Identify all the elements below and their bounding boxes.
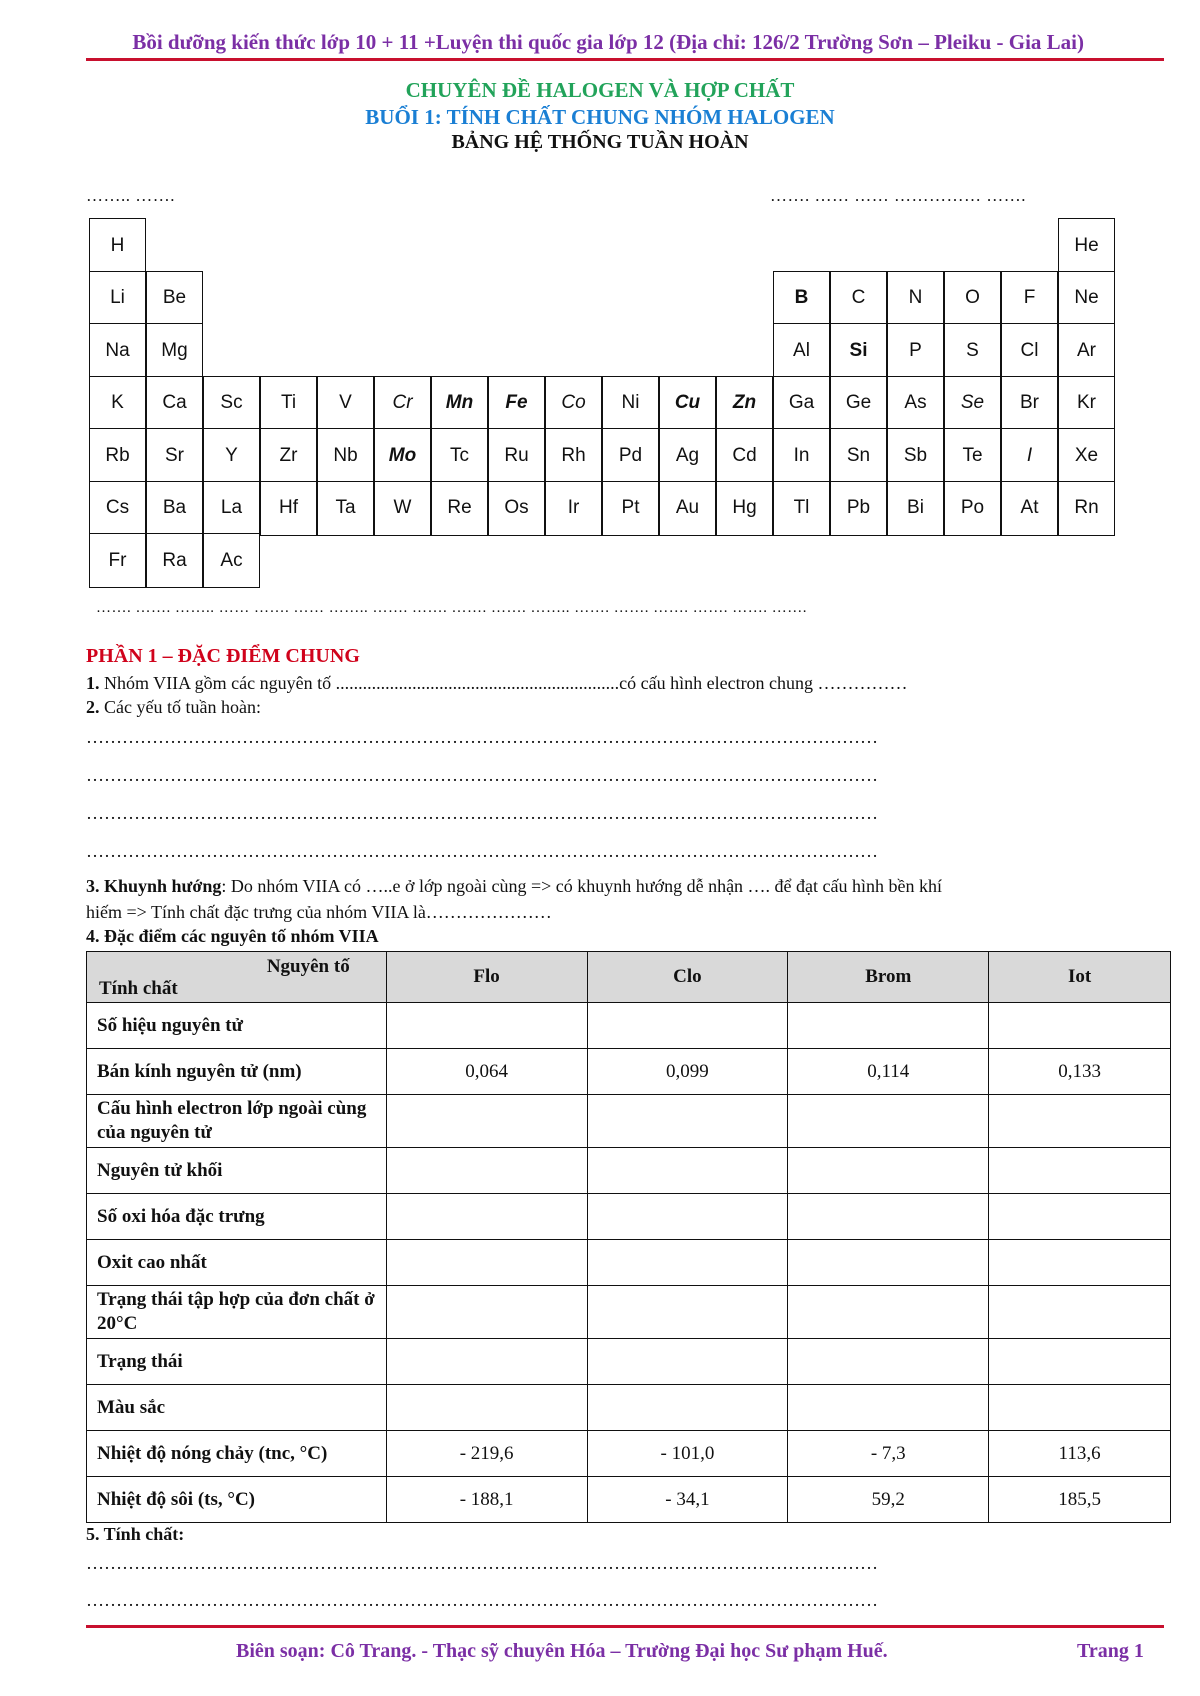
element-cell: Ti: [260, 376, 317, 431]
element-cell: Br: [1001, 376, 1058, 431]
question-2-text: Các yếu tố tuần hoàn:: [99, 697, 261, 717]
property-value: [386, 1003, 587, 1049]
element-cell: Ga: [773, 376, 830, 431]
table-row: [87, 1049, 1171, 1095]
property-value: [587, 1385, 788, 1431]
question-1-number: 1.: [86, 673, 100, 693]
question-1: [86, 673, 908, 694]
element-cell: Zn: [716, 376, 773, 431]
column-header: Iot: [989, 952, 1171, 1003]
element-cell: Co: [545, 376, 602, 431]
property-label: Trạng thái: [87, 1339, 387, 1385]
element-cell: Li: [89, 271, 146, 326]
property-value: 0,114: [788, 1049, 989, 1095]
answer-line: ……………………………………………………………………………………………………………………: [86, 765, 878, 785]
property-value: [386, 1148, 587, 1194]
property-value: - 188,1: [386, 1477, 587, 1523]
element-cell: Po: [944, 481, 1001, 536]
property-value: [989, 1240, 1171, 1286]
element-cell: Pb: [830, 481, 887, 536]
element-cell: Te: [944, 428, 1001, 483]
element-cell: Pt: [602, 481, 659, 536]
property-label: Cấu hình electron lớp ngoài cùng của nguyên tử: [87, 1095, 387, 1148]
element-cell: Sn: [830, 428, 887, 483]
element-cell: Re: [431, 481, 488, 536]
property-value: - 101,0: [587, 1431, 788, 1477]
property-value: [989, 1286, 1171, 1339]
element-cell: Mn: [431, 376, 488, 431]
answer-line: ……………………………………………………………………………………………………………………: [86, 1553, 878, 1573]
header-text: Bồi dưỡng kiến thức lớp 10 + 11 +Luyện thi quốc gia lớp 12 (Địa chỉ: 126/2 Trường Sơn – Pleiku - Gia Lai): [124, 30, 1076, 54]
answer-line: ……………………………………………………………………………………………………………………: [86, 841, 878, 861]
property-value: 0,064: [386, 1049, 587, 1095]
header-corner-cell: [87, 952, 387, 1003]
property-value: [788, 1286, 989, 1339]
element-cell: Ne: [1058, 271, 1115, 326]
property-label: Màu sắc: [87, 1385, 387, 1431]
element-cell: Kr: [1058, 376, 1115, 431]
property-value: [587, 1286, 788, 1339]
property-value: [386, 1339, 587, 1385]
property-value: [989, 1339, 1171, 1385]
table-row: [87, 1286, 1171, 1339]
property-value: - 34,1: [587, 1477, 788, 1523]
halogen-properties-table: [86, 951, 1171, 1523]
element-cell: Na: [89, 323, 146, 378]
question-3-number: 3. Khuynh hướng: [86, 876, 222, 896]
element-cell: La: [203, 481, 260, 536]
question-2-number: 2.: [86, 697, 100, 717]
element-cell: Ag: [659, 428, 716, 483]
element-cell: N: [887, 271, 944, 326]
element-cell: Ba: [146, 481, 203, 536]
element-cell: Xe: [1058, 428, 1115, 483]
element-cell: Se: [944, 376, 1001, 431]
element-cell: S: [944, 323, 1001, 378]
property-value: [989, 1194, 1171, 1240]
table-row: [87, 1194, 1171, 1240]
element-cell: Mg: [146, 323, 203, 378]
property-label: Số hiệu nguyên tử: [87, 1003, 387, 1049]
property-label: Nhiệt độ nóng chảy (tnc, °C): [87, 1431, 387, 1477]
periodic-table-title: BẢNG HỆ THỐNG TUẦN HOÀN: [451, 131, 749, 153]
periodic-table: [0, 0, 1200, 600]
answer-line: ……………………………………………………………………………………………………………………: [86, 803, 878, 823]
answer-line: ……………………………………………………………………………………………………………………: [86, 1590, 878, 1610]
column-header: Flo: [386, 952, 587, 1003]
element-cell: Ta: [317, 481, 374, 536]
property-value: [788, 1003, 989, 1049]
element-cell: Y: [203, 428, 260, 483]
element-cell: Ca: [146, 376, 203, 431]
element-cell: Bi: [887, 481, 944, 536]
element-cell: As: [887, 376, 944, 431]
property-label: Nhiệt độ sôi (ts, °C): [87, 1477, 387, 1523]
element-cell: Sc: [203, 376, 260, 431]
element-cell: At: [1001, 481, 1058, 536]
property-value: [386, 1240, 587, 1286]
property-value: [989, 1385, 1171, 1431]
element-cell: Ar: [1058, 323, 1115, 378]
element-cell: Cl: [1001, 323, 1058, 378]
element-cell: I: [1001, 428, 1058, 483]
element-cell: Mo: [374, 428, 431, 483]
property-value: 0,133: [989, 1049, 1171, 1095]
element-cell: Si: [830, 323, 887, 378]
element-cell: C: [830, 271, 887, 326]
table-row: [87, 1148, 1171, 1194]
element-cell: V: [317, 376, 374, 431]
element-cell: O: [944, 271, 1001, 326]
element-cell: Cs: [89, 481, 146, 536]
property-label: Trạng thái tập hợp của đơn chất ở 20°C: [87, 1286, 387, 1339]
element-cell: Hg: [716, 481, 773, 536]
element-cell: Rh: [545, 428, 602, 483]
element-cell: Au: [659, 481, 716, 536]
question-2: [86, 697, 261, 718]
property-value: [587, 1095, 788, 1148]
property-value: [386, 1385, 587, 1431]
property-value: [989, 1003, 1171, 1049]
element-cell: Nb: [317, 428, 374, 483]
property-value: [788, 1194, 989, 1240]
element-cell: K: [89, 376, 146, 431]
question-4-title: 4. Đặc điểm các nguyên tố nhóm VIIA: [86, 926, 379, 946]
corner-label-element: Nguyên tố: [266, 956, 350, 977]
property-value: [386, 1286, 587, 1339]
property-label: Bán kính nguyên tử (nm): [87, 1049, 387, 1095]
element-cell: B: [773, 271, 830, 326]
table-row: [87, 1003, 1171, 1049]
question-3: [86, 876, 942, 897]
property-value: [386, 1095, 587, 1148]
element-cell: P: [887, 323, 944, 378]
element-cell: Ni: [602, 376, 659, 431]
column-header: Brom: [788, 952, 989, 1003]
property-value: [788, 1385, 989, 1431]
question-3-continued: hiếm => Tính chất đặc trưng của nhóm VIIA là…………………: [86, 902, 552, 922]
table-row: [87, 1477, 1171, 1523]
table-row: [87, 1095, 1171, 1148]
element-cell: Be: [146, 271, 203, 326]
element-cell: Hf: [260, 481, 317, 536]
question-1-text: Nhóm VIIA gồm các nguyên tố ...............................................................có cấu hình electron chung ……………: [99, 673, 908, 693]
property-value: 0,099: [587, 1049, 788, 1095]
element-cell: Ir: [545, 481, 602, 536]
element-cell: Cr: [374, 376, 431, 431]
footer-rule: [86, 1625, 1164, 1628]
element-cell: Sb: [887, 428, 944, 483]
element-cell: W: [374, 481, 431, 536]
property-value: - 7,3: [788, 1431, 989, 1477]
element-cell: Ru: [488, 428, 545, 483]
column-header: Clo: [587, 952, 788, 1003]
table-header-row: [87, 952, 1171, 1003]
property-value: [788, 1240, 989, 1286]
property-value: 59,2: [788, 1477, 989, 1523]
footer-author: Biên soạn: Cô Trang. - Thạc sỹ chuyên Hóa – Trường Đại học Sư phạm Huế.: [236, 1640, 888, 1662]
property-value: - 219,6: [386, 1431, 587, 1477]
answer-line: ……………………………………………………………………………………………………………………: [86, 727, 878, 747]
page-number: Trang 1: [1077, 1640, 1144, 1662]
element-cell: Os: [488, 481, 545, 536]
session-title: BUỔI 1: TÍNH CHẤT CHUNG NHÓM HALOGEN: [365, 105, 835, 129]
property-value: 113,6: [989, 1431, 1171, 1477]
corner-label-property: Tính chất: [99, 978, 178, 999]
property-value: [788, 1095, 989, 1148]
group-labels-right: ……. …… …… …………… …….: [770, 186, 1026, 205]
question-5-title: 5. Tính chất:: [86, 1524, 185, 1544]
element-cell: He: [1058, 218, 1115, 273]
table-row: [87, 1385, 1171, 1431]
element-cell: Sr: [146, 428, 203, 483]
element-cell: Tc: [431, 428, 488, 483]
element-cell: Rb: [89, 428, 146, 483]
element-cell: Ra: [146, 533, 203, 588]
element-cell: Ac: [203, 533, 260, 588]
property-label: Oxit cao nhất: [87, 1240, 387, 1286]
element-cell: Pd: [602, 428, 659, 483]
element-cell: Tl: [773, 481, 830, 536]
element-cell: H: [89, 218, 146, 273]
property-value: [788, 1339, 989, 1385]
property-label: Số oxi hóa đặc trưng: [87, 1194, 387, 1240]
question-3-text: : Do nhóm VIIA có …..e ở lớp ngoài cùng => có khuynh hướng dễ nhận …. để đạt cấu hình bền khí: [221, 876, 943, 896]
property-value: [989, 1148, 1171, 1194]
element-cell: Cd: [716, 428, 773, 483]
property-label: Nguyên tử khối: [87, 1148, 387, 1194]
element-cell: Fr: [89, 533, 146, 588]
table-row: [87, 1240, 1171, 1286]
part1-title: PHẦN 1 – ĐẶC ĐIỂM CHUNG: [86, 645, 360, 667]
property-value: [587, 1003, 788, 1049]
element-cell: F: [1001, 271, 1058, 326]
element-cell: Zr: [260, 428, 317, 483]
property-value: [788, 1148, 989, 1194]
property-value: [386, 1194, 587, 1240]
property-value: [989, 1095, 1171, 1148]
element-cell: Rn: [1058, 481, 1115, 536]
property-value: [587, 1240, 788, 1286]
element-cell: In: [773, 428, 830, 483]
group-labels-left: …….. …….: [86, 186, 175, 205]
property-value: 185,5: [989, 1477, 1171, 1523]
table-row: [87, 1431, 1171, 1477]
element-cell: Ge: [830, 376, 887, 431]
table-row: [87, 1339, 1171, 1385]
property-value: [587, 1194, 788, 1240]
element-cell: Fe: [488, 376, 545, 431]
period-labels-bottom: ……. ……. …….. …… ……. …… …….. ……. ……. ……. ……. …….. ……. ……. ……. ……. ……. …….: [96, 600, 807, 616]
property-value: [587, 1339, 788, 1385]
element-cell: Al: [773, 323, 830, 378]
topic-title: CHUYÊN ĐỀ HALOGEN VÀ HỢP CHẤT: [405, 78, 795, 102]
property-value: [587, 1148, 788, 1194]
element-cell: Cu: [659, 376, 716, 431]
